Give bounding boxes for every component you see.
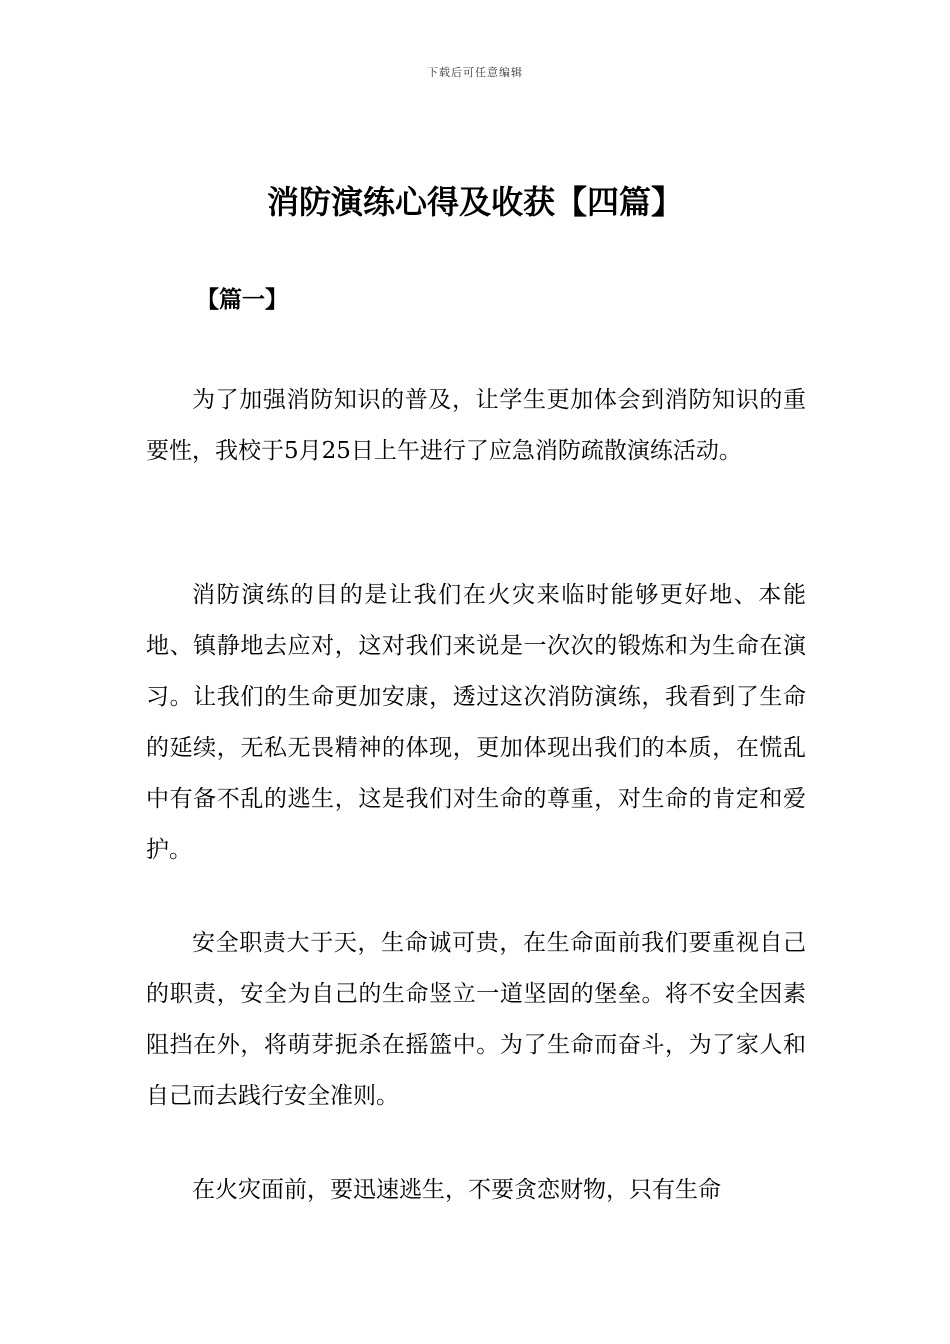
document-title: 消防演练心得及收获【四篇】 (266, 183, 683, 221)
body-paragraph: 安全职责大于天，生命诚可贵，在生命面前我们要重视自己的职责，安全为自己的生命竖立一道坚固的堡垒。将不安全因素阻挡在外，将萌芽扼杀在摇篮中。为了生命而奋斗，为了家人和自己而去践行安全准则。 (146, 930, 806, 1109)
body-paragraph: 为了加强消防知识的普及，让学生更加体会到消防知识的重要性，我校于5月25日上午进行了应急消防疏散演练活动。 (146, 387, 806, 464)
header-note: 下载后可任意编辑 (427, 66, 523, 79)
body-paragraph: 消防演练的目的是让我们在火灾来临时能够更好地、本能地、镇静地去应对，这对我们来说是一次次的锻炼和为生命在演习。让我们的生命更加安康，透过这次消防演练，我看到了生命的延续，无私无畏精神的体现，更加体现出我们的本质，在慌乱中有备不乱的逃生，这是我们对生命的尊重，对生命的肯定和爱护。 (146, 582, 806, 863)
section-label: 【篇一】 (196, 287, 288, 313)
body-paragraph: 在火灾面前，要迅速逃生，不要贪恋财物，只有生命 (192, 1177, 721, 1203)
